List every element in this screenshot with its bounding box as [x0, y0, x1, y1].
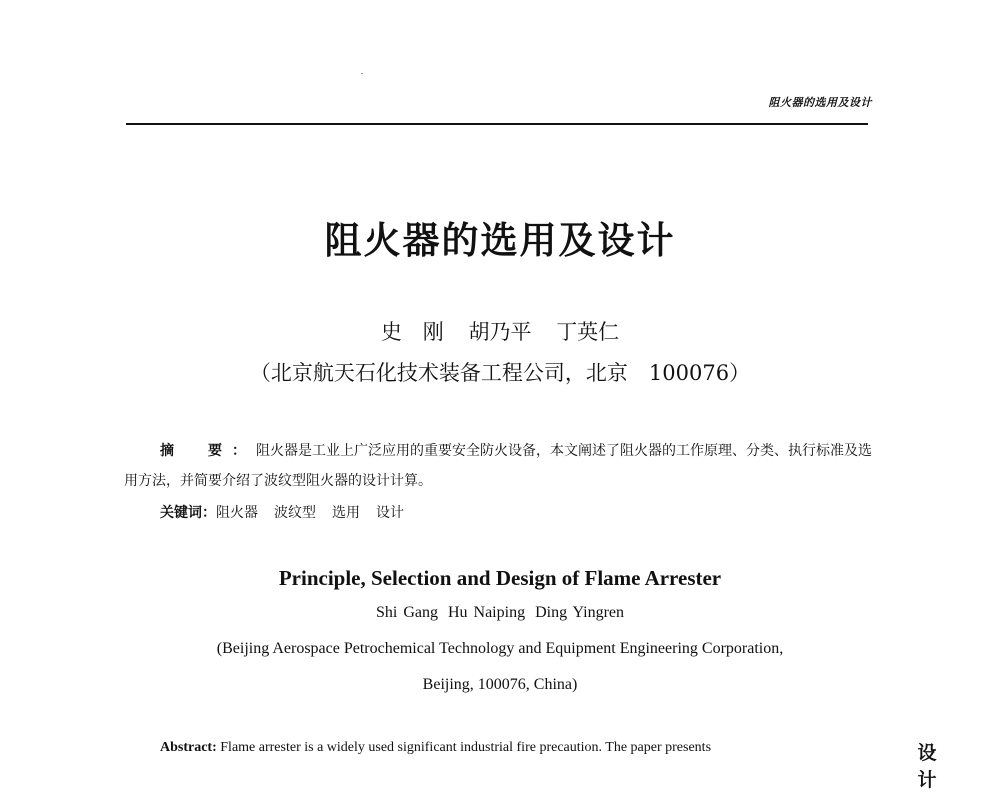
- section-side-tab: [914, 713, 940, 794]
- authors-cn: [0, 316, 1000, 346]
- keywords-cn: [160, 502, 420, 522]
- author-en-3: Ding Yingren: [535, 604, 625, 621]
- author-cn-1: 史 刚: [380, 320, 444, 344]
- authors-en: [0, 604, 1000, 622]
- author-cn-3: 丁英仁: [556, 320, 620, 344]
- keyword-4: 设计: [376, 505, 404, 521]
- paper-title: 阻火器的选用及设计: [324, 218, 676, 262]
- keyword-1: 阻火器: [216, 505, 258, 521]
- affiliation-en-line1: (Beijing Aerospace Petrochemical Technology and Equipment Engineering Corporation,: [216, 640, 784, 657]
- abstract-en: [160, 740, 870, 756]
- abstract-en-text: Flame arrester is a widely used significant industrial fire precaution. The paper presents: [220, 740, 712, 755]
- running-header: 阻火器的选用及设计: [768, 96, 872, 109]
- keyword-2: 波纹型: [274, 505, 316, 521]
- affiliation-cn: （北京航天石化技术装备工程公司，北京 100076）: [249, 361, 751, 385]
- english-title: Principle, Selection and Design of Flame Arrester: [278, 566, 722, 590]
- abstract-cn-text: 阻火器是工业上广泛应用的重要安全防火设备，本文阐述了阻火器的工作原理、分类、执行标准及选用方法，并简要介绍了波纹型阻火器的设计计算。: [124, 443, 872, 489]
- author-cn-2: 胡乃平: [468, 320, 532, 344]
- abstract-cn-label: 摘 要：: [160, 443, 256, 459]
- side-tab-text: 设 计: [917, 742, 937, 791]
- keywords-cn-label: 关键词：: [160, 505, 216, 521]
- scan-speck: [361, 73, 363, 74]
- header-rule: [126, 123, 868, 125]
- author-en-2: Hu Naiping: [447, 604, 526, 621]
- affiliation-en-line2: Beijing, 100076, China): [422, 676, 578, 693]
- abstract-en-label: Abstract:: [160, 740, 217, 755]
- author-en-1: Shi Gang: [375, 604, 438, 621]
- abstract-cn: [124, 436, 872, 496]
- keyword-3: 选用: [332, 505, 360, 521]
